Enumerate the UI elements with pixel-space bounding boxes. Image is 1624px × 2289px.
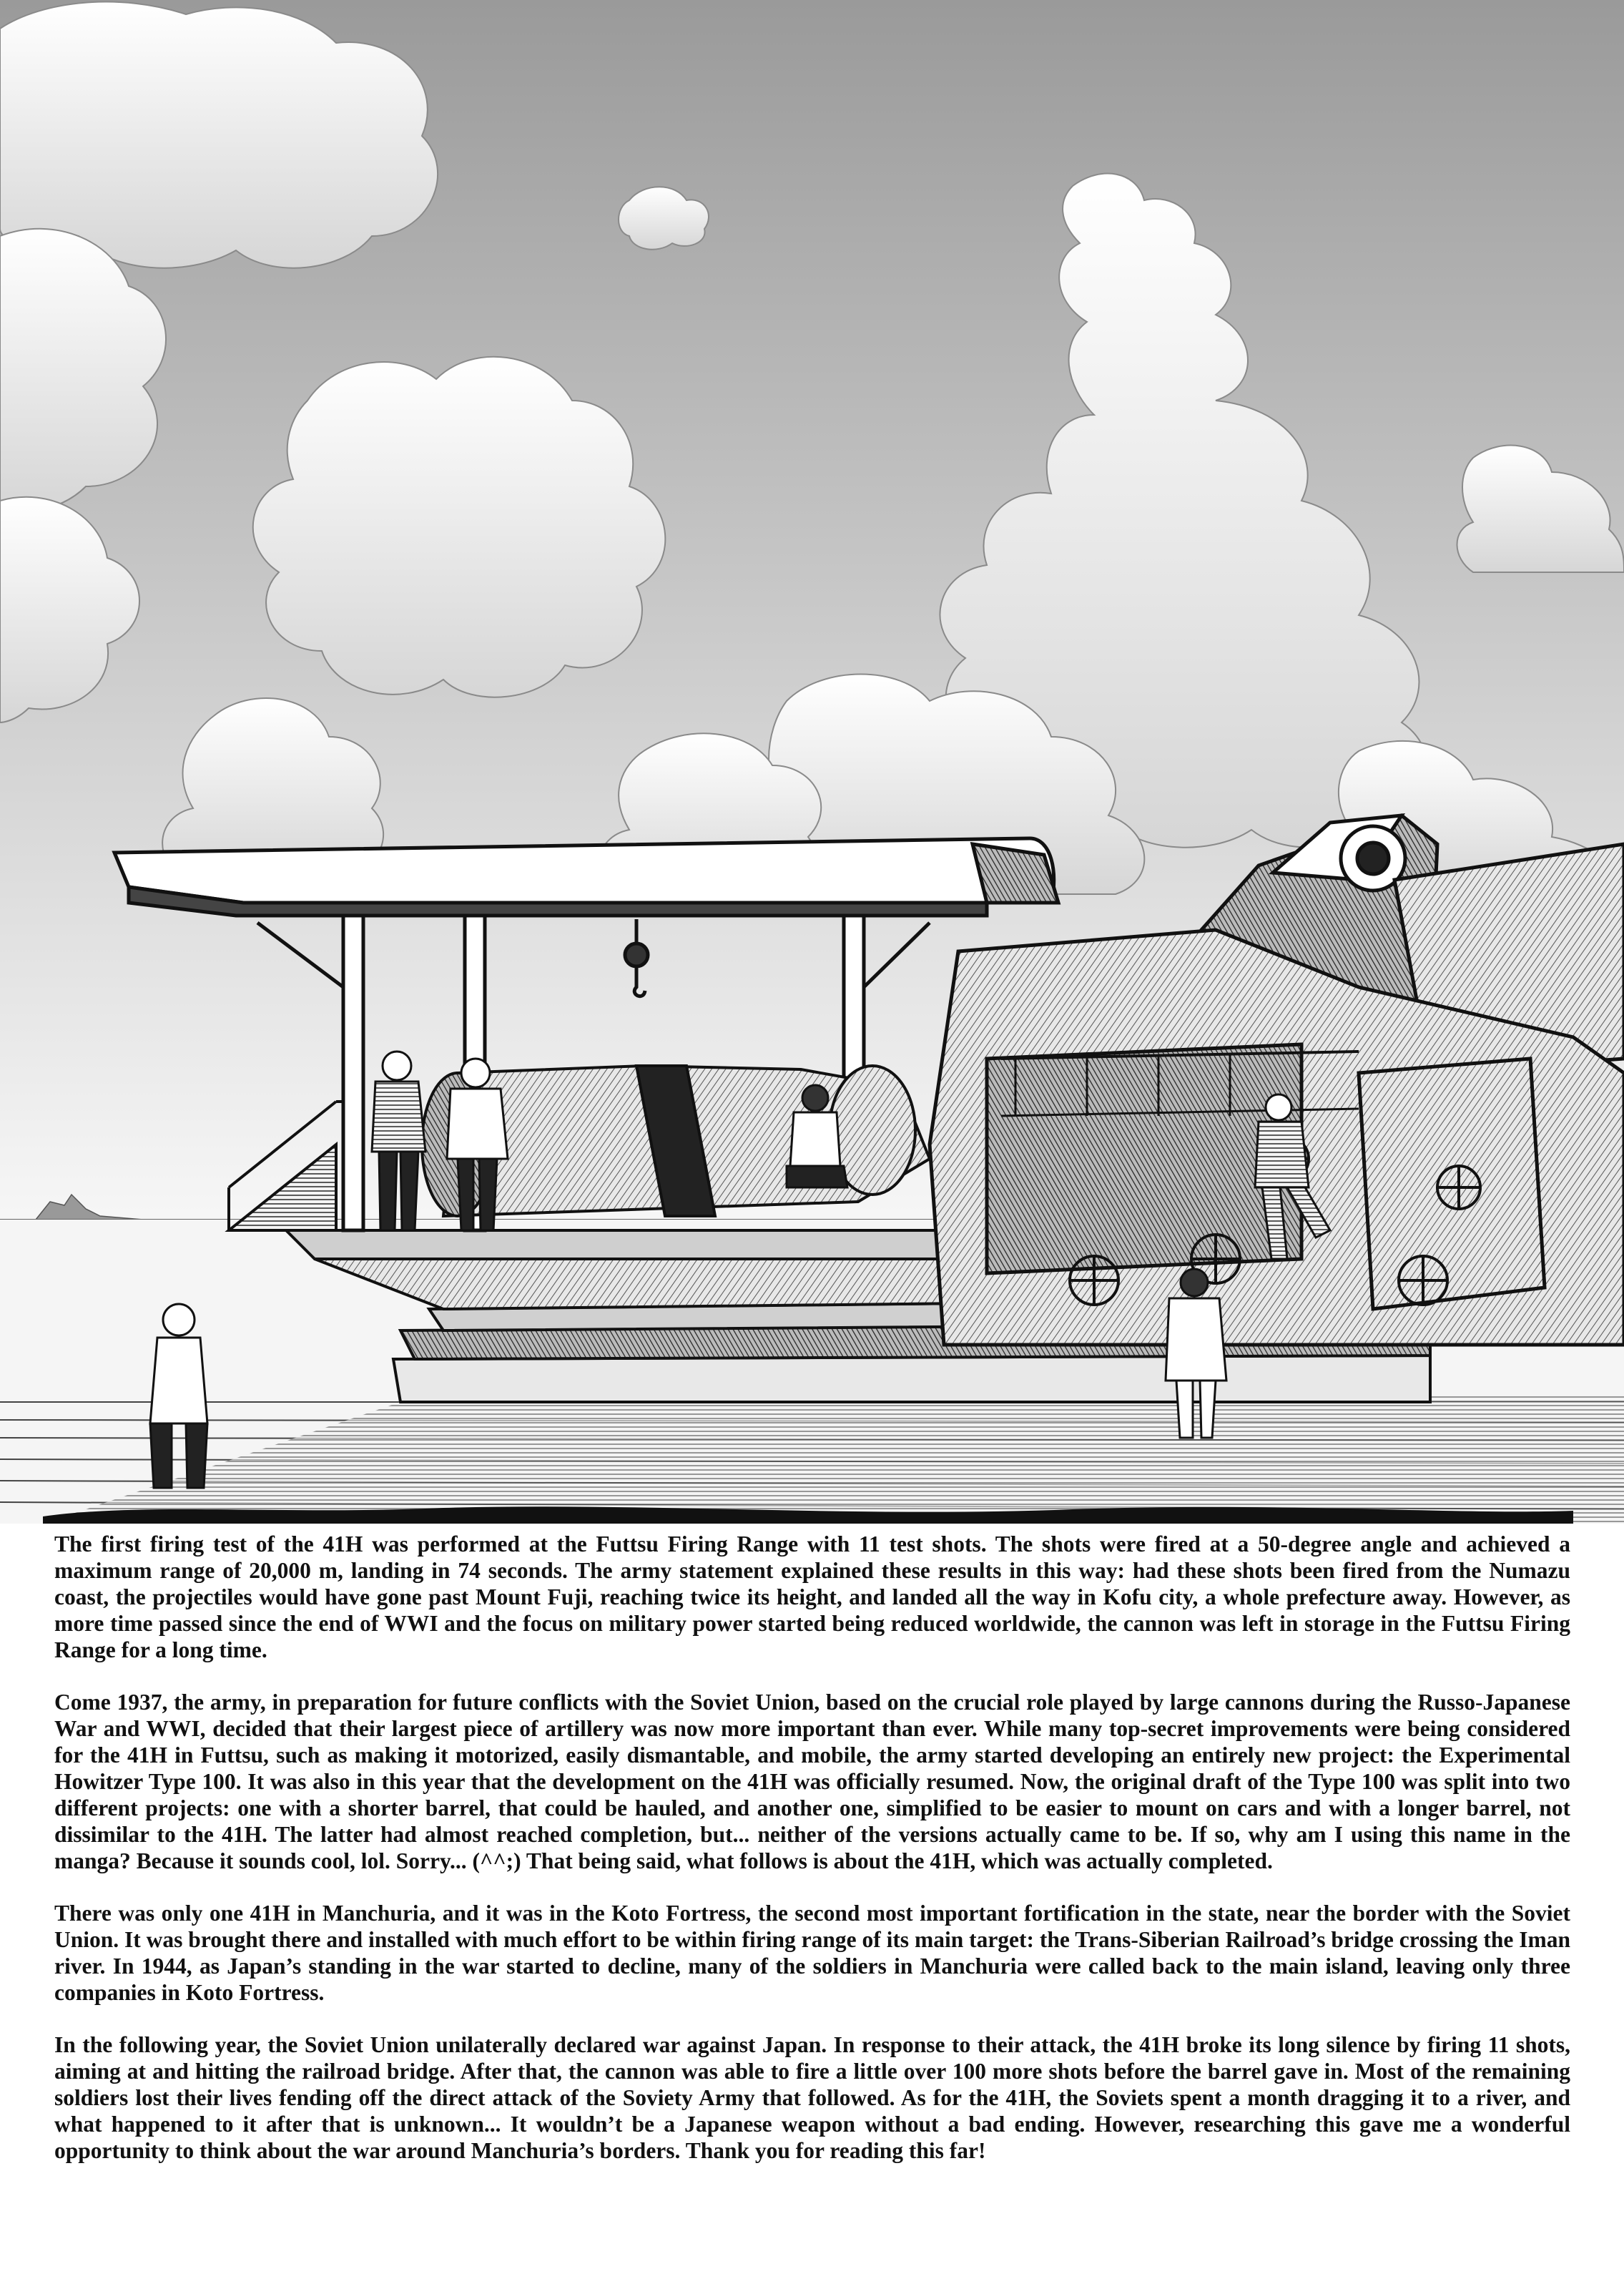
paragraph-koto-fortress: There was only one 41H in Manchuria, and it was in the Koto Fortress, the second most important fortification in the state, near the border with the Soviet Union. It was brought there and installed with much effort to be within firing range of its main target: the Trans-Siberian Railroad’s bridge crossing the Iman river. In 1944, as Japan’s standing in the war started to decline, many of the soldiers in Manchuria were called back to the main island, leaving only three companies in Koto Fortress. bbox=[54, 1901, 1570, 2005]
paragraph-soviet-war: In the following year, the Soviet Union unilaterally declared war against Japan. In response to their attack, the 41H broke its long silence by firing 11 shots, aiming at and hitting the railroad bridge. After that, the cannon was able to fire a little over 100 more shots before the barrel gave in. Most of the remaining soldiers lost their lives fending off the direct attack of the Soviety Army that followed. As for the 41H, the Soviets spent a month dragging it to a river, and what happened to it after that is unknown... It wouldn’t be a Japanese weapon without a bad ending. However, researching this gave me a wonderful opportunity to think about the war around Manchuria’s borders. Thank you for reading this far! bbox=[54, 2032, 1570, 2163]
article-text bbox=[54, 1531, 1570, 2275]
paragraph-1937: Come 1937, the army, in preparation for future conflicts with the Soviet Union, based on the crucial role played by large cannons during the Russo-Japanese War and WWI, decided that their largest piece of artillery was now more important than ever. While many top-secret improvements were being considered for the 41H in Futtsu, such as making it motorized, easily dismantable, and mobile, the army started developing an entirely new project: the Experimental Howitzer Type 100. It was also in this year that the development on the 41H was officially resumed. Now, the original draft of the Type 100 was split into two different projects: one with a shorter barrel, that could be hauled, and another one, simplified to be easier to mount on cars and with a longer barrel, not dissimilar to the 41H. The latter had almost reached completion, but... neither of the versions actually came to be. If so, why am I using this name in the manga? Because it sounds cool, lol. Sorry... (^^;) That being said, what follows is about the 41H, which was actually completed. bbox=[54, 1690, 1570, 1873]
paragraph-firing-test: The first firing test of the 41H was performed at the Futtsu Firing Range with 11 test shots. The shots were fired at a 50-degree angle and achieved a maximum range of 20,000 m, landing in 74 seconds. The army statement explained these results in this way: had these shots been fired from the Numazu coast, the projectiles would have gone past Mount Fuji, reaching twice its height, and landed all the way in Kofu city, a whole prefecture away. However, as more time passed since the end of WWI and the focus on military power started being reduced worldwide, the cannon was left in storage in the Futtsu Firing Range for a long time. bbox=[54, 1531, 1570, 1662]
